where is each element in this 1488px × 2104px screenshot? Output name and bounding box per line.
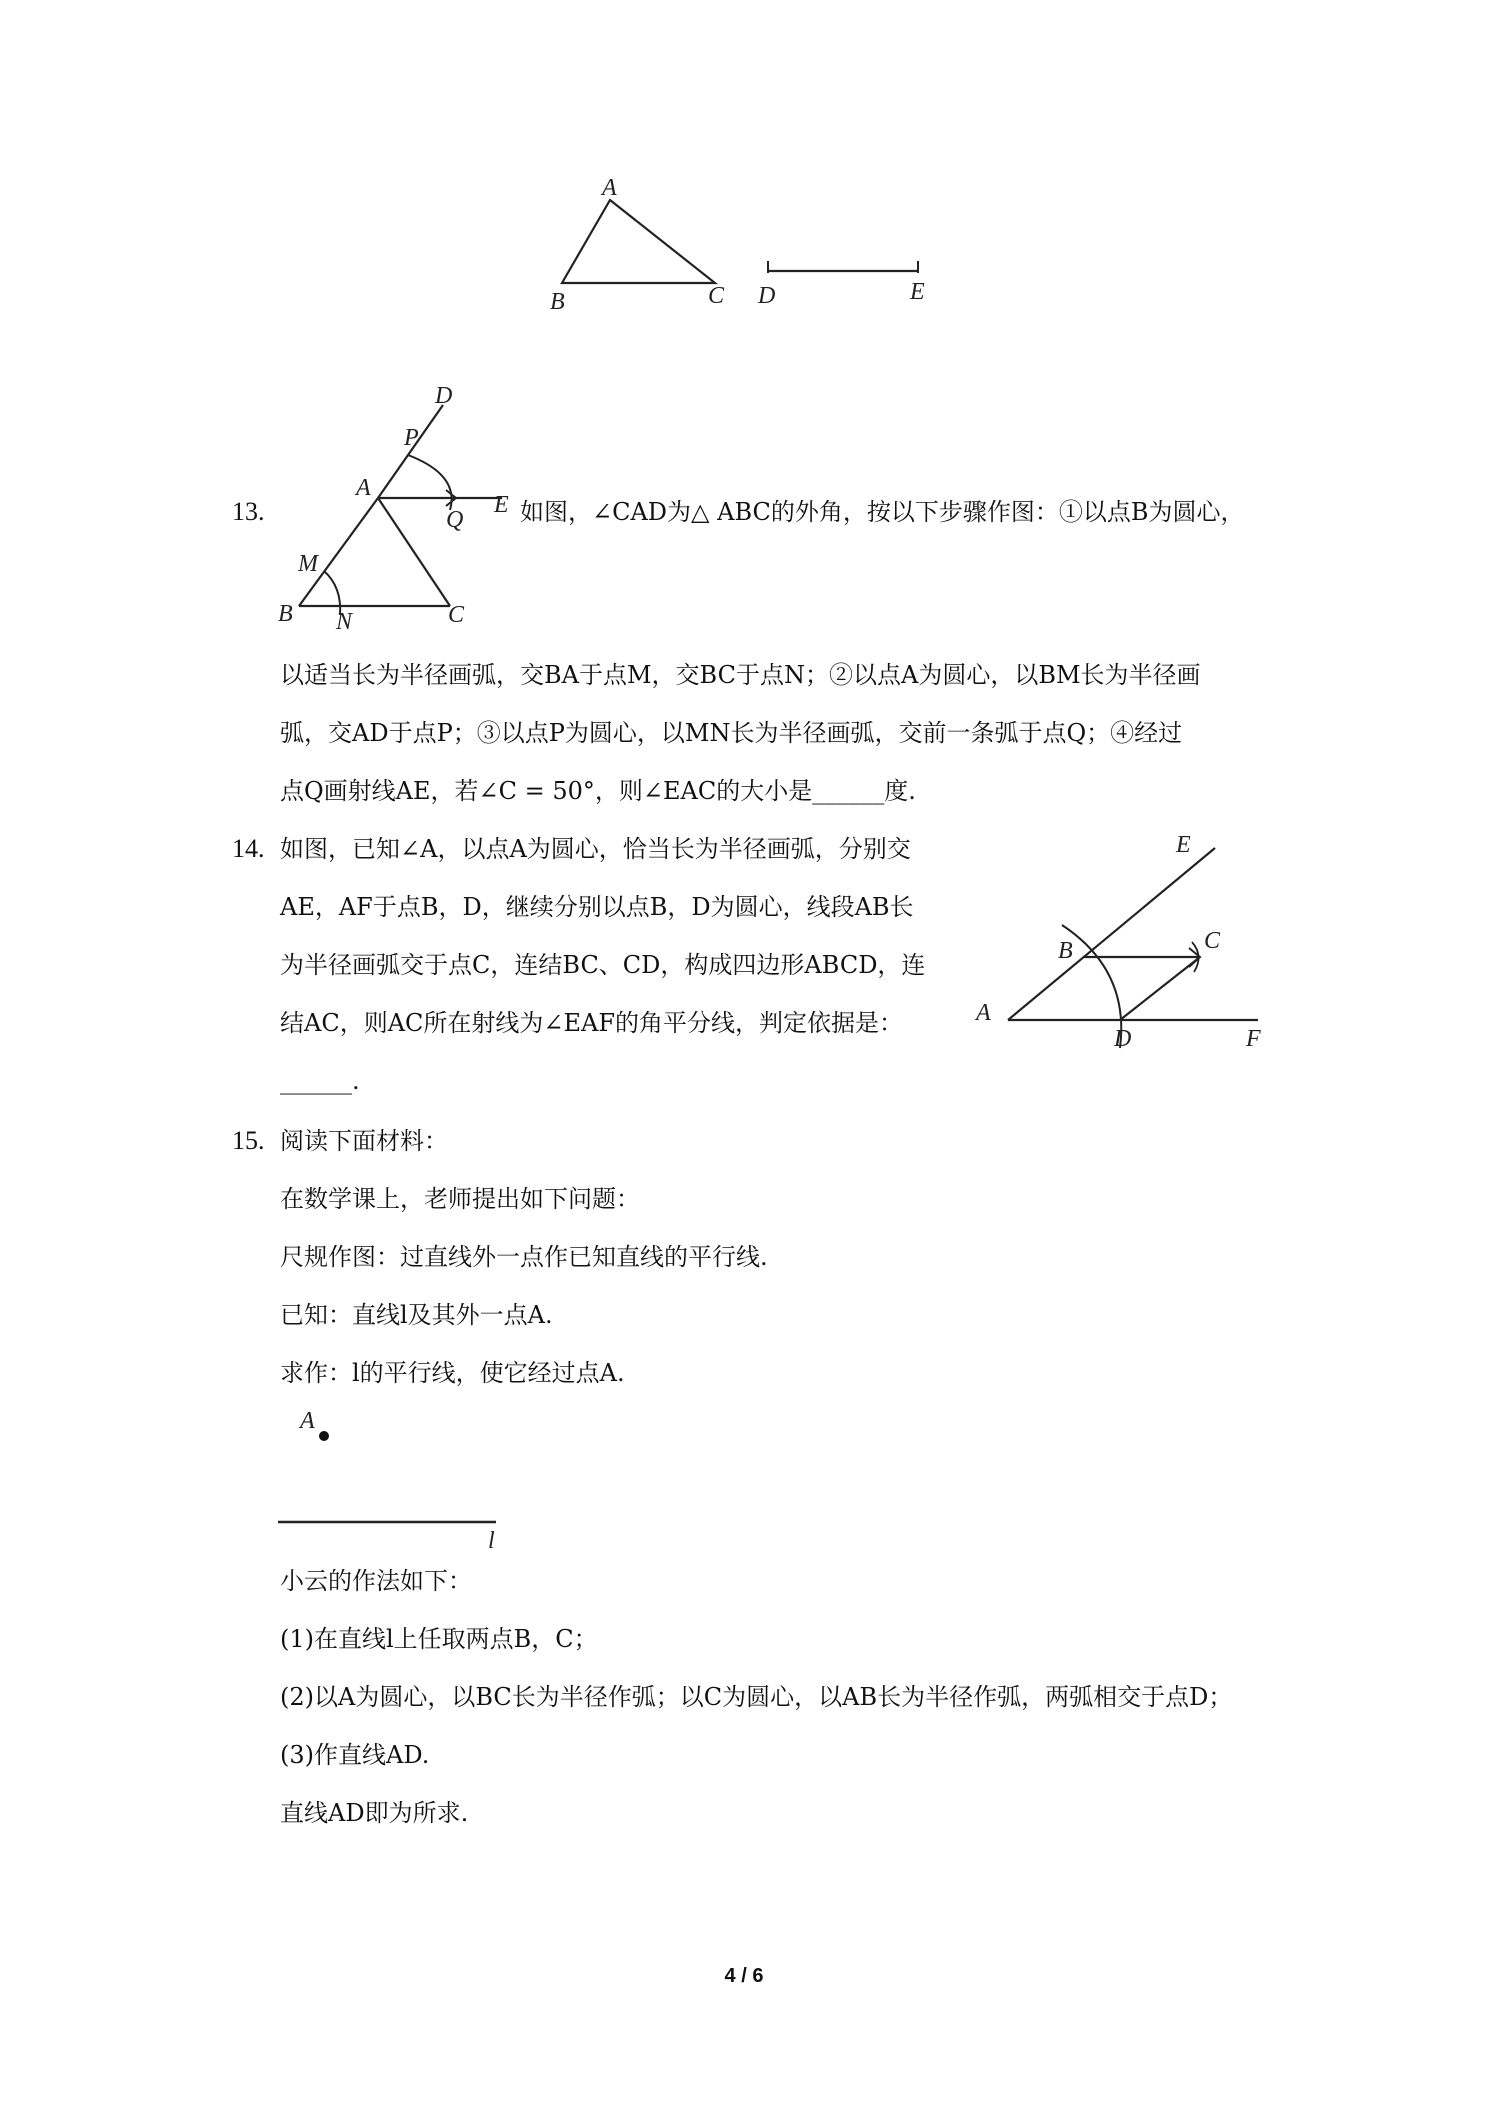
q14-line-5: ______. [280, 1067, 360, 1095]
q14-line-2: AE，AF于点B，D，继续分别以点B，D为圆心，线段AB长 [280, 893, 914, 921]
q13-label-b: B [278, 601, 293, 627]
q14-line-3: 为半径画弧交于点C，连结BC、CD，构成四边形ABCD，连 [280, 951, 926, 979]
q12-label-d: D [758, 283, 776, 309]
q15-label-l: l [488, 1528, 495, 1550]
q15-number: 15. [232, 1126, 265, 1155]
q12-label-e: E [910, 279, 925, 305]
q13-line-1: 如图，∠CAD为△ ABC的外角，按以下步骤作图：①以点B为圆心， [520, 498, 1245, 526]
q14-line-1: 如图，已知∠A，以点A为圆心，恰当长为半径画弧，分别交 [280, 835, 911, 863]
q15-intro-1: 阅读下面材料： [280, 1127, 448, 1155]
q15-figure [270, 1400, 510, 1554]
q13-label-d: D [435, 383, 453, 409]
q13-label-n: N [336, 609, 353, 635]
q12-label-a: A [602, 175, 617, 201]
q14-number: 14. [232, 834, 265, 863]
q14-label-c: C [1204, 928, 1221, 954]
q12-label-b: B [550, 289, 565, 315]
q13-label-m: M [298, 551, 318, 577]
q12-figure [540, 175, 960, 329]
q15-intro-4: 已知：直线l及其外一点A. [280, 1301, 553, 1329]
q14-line-4: 结AC，则AC所在射线为∠EAF的角平分线，判定依据是： [280, 1009, 904, 1037]
q15-label-a: A [300, 1408, 315, 1434]
q15-conclusion: 直线AD即为所求. [280, 1799, 469, 1827]
q15-intro-5: 求作：l的平行线，使它经过点A. [280, 1359, 625, 1387]
q15-step-1: (1)在直线l上任取两点B，C； [280, 1625, 598, 1653]
q15-step-3: (3)作直线AD. [280, 1741, 430, 1769]
q13-figure [270, 375, 520, 644]
q13-label-a: A [356, 475, 371, 501]
q14-label-a: A [976, 1000, 991, 1026]
q12-label-c: C [708, 283, 725, 309]
q13-number: 13. [232, 497, 265, 526]
q13-line-3: 弧，交AD于点P；③以点P为圆心，以MN长为半径画弧，交前一条弧于点Q；④经过 [280, 719, 1183, 747]
q13-label-e: E [494, 492, 509, 518]
q15-step-2: (2)以A为圆心，以BC长为半径作弧；以C为圆心，以AB长为半径作弧，两弧相交于点D； [280, 1683, 1233, 1711]
q15-intro-3: 尺规作图：过直线外一点作已知直线的平行线. [280, 1243, 768, 1271]
q14-label-b: B [1058, 938, 1073, 964]
q15-intro-2: 在数学课上，老师提出如下问题： [280, 1185, 640, 1213]
q13-label-c: C [448, 602, 465, 628]
page-number: 4 / 6 [724, 1965, 764, 1987]
q14-figure [970, 830, 1270, 1064]
q14-label-d: D [1114, 1026, 1132, 1052]
q13-line-2: 以适当长为半径画弧，交BA于点M，交BC于点N；②以点A为圆心，以BM长为半径画 [280, 661, 1201, 689]
q14-label-f: F [1246, 1026, 1261, 1052]
q13-label-p: P [404, 425, 419, 451]
q13-label-q: Q [446, 507, 464, 533]
q14-label-e: E [1176, 832, 1191, 858]
q15-step-intro: 小云的作法如下： [280, 1567, 472, 1595]
q13-line-4: 点Q画射线AE，若∠C = 50°，则∠EAC的大小是______度. [280, 777, 916, 805]
